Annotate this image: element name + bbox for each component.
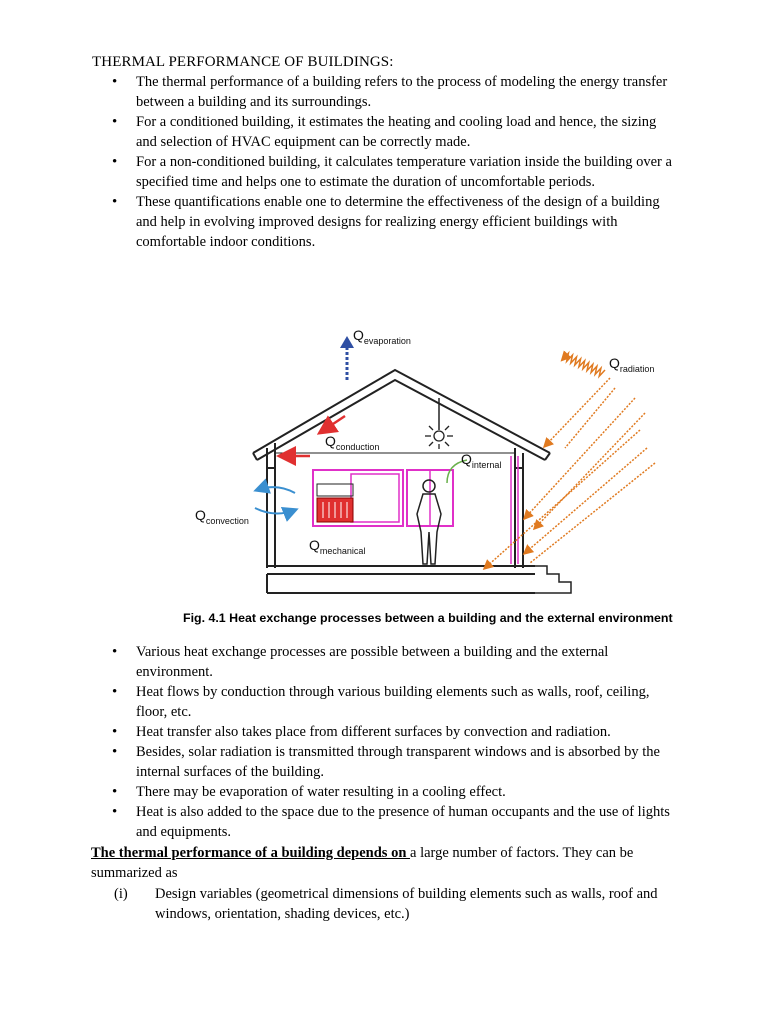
list-item: • The thermal performance of a building refers to the process of modeling the energy transfer between a building and its surroundings. bbox=[112, 74, 668, 110]
label-mechanical: $Q_{mechanical}$ bbox=[309, 537, 366, 556]
intro-bullet-list bbox=[110, 72, 680, 252]
building-outline bbox=[253, 370, 571, 593]
page-title: THERMAL PERFORMANCE OF BUILDINGS: bbox=[92, 54, 394, 70]
person-icon bbox=[417, 480, 441, 564]
bullet-icon: • bbox=[112, 644, 118, 660]
factors-paragraph bbox=[91, 843, 691, 883]
factors-lead: The thermal performance of a building depends on bbox=[91, 845, 411, 861]
list-item: • These quantifications enable one to determine the effectiveness of the design of a building and help in evolving improved designs for realizing energy efficient buildings with comfortable indoor conditions. bbox=[112, 194, 660, 250]
list-item: • Various heat exchange processes are possible between a building and the external environment. bbox=[112, 644, 609, 680]
bullet-icon: • bbox=[112, 684, 118, 700]
list-item: • For a non-conditioned building, it calculates temperature variation inside the building over a specified time and helps one to estimate the duration of uncomfortable periods. bbox=[112, 154, 672, 190]
list-item: • Heat transfer also takes place from different surfaces by convection and radiation. bbox=[112, 724, 611, 740]
label-internal: $Q_{internal}$ bbox=[461, 451, 502, 470]
figure-caption: Fig. 4.1 Heat exchange processes between a building and the external environment bbox=[183, 611, 673, 625]
bullet-icon: • bbox=[112, 154, 118, 170]
diagram-labels bbox=[195, 327, 654, 556]
heat-exchange-diagram bbox=[185, 318, 685, 618]
bullet-icon: • bbox=[112, 724, 118, 740]
bullet-icon: • bbox=[112, 194, 118, 210]
hvac-unit bbox=[317, 484, 353, 522]
list-item: • For a conditioned building, it estimates the heating and cooling load and hence, the sizing and selection of HVAC equipment can be correctly made. bbox=[112, 114, 657, 150]
label-conduction: $Q_{conduction}$ bbox=[325, 433, 380, 452]
enum-number: (i) bbox=[114, 886, 128, 902]
factors-rest: a large number of factors. They can be summarized as bbox=[91, 845, 634, 881]
label-radiation: $Q_{radiation}$ bbox=[609, 355, 655, 374]
list-item: • There may be evaporation of water resulting in a cooling effect. bbox=[112, 784, 506, 800]
enum-text: Design variables (geometrical dimensions of building elements such as walls, roof and windows, orientation, shading devices, etc.) bbox=[155, 886, 658, 922]
label-evaporation: $Q_{evaporation}$ bbox=[353, 327, 411, 346]
process-bullet-list bbox=[110, 642, 680, 842]
label-convection: $Q_{convection}$ bbox=[195, 507, 249, 526]
bullet-icon: • bbox=[112, 744, 118, 760]
evaporation-arrow bbox=[340, 336, 354, 380]
list-item: • Besides, solar radiation is transmitted through transparent windows and is absorbed by the internal surfaces of the building. bbox=[112, 744, 660, 780]
bullet-icon: • bbox=[112, 114, 118, 130]
bullet-icon: • bbox=[112, 784, 118, 800]
bullet-icon: • bbox=[112, 74, 118, 90]
list-item: • Heat flows by conduction through various building elements such as walls, roof, ceiling, floor, etc. bbox=[112, 684, 650, 720]
bullet-icon: • bbox=[112, 804, 118, 820]
list-item: • Heat is also added to the space due to the presence of human occupants and the use of lights and equipments. bbox=[112, 804, 670, 840]
